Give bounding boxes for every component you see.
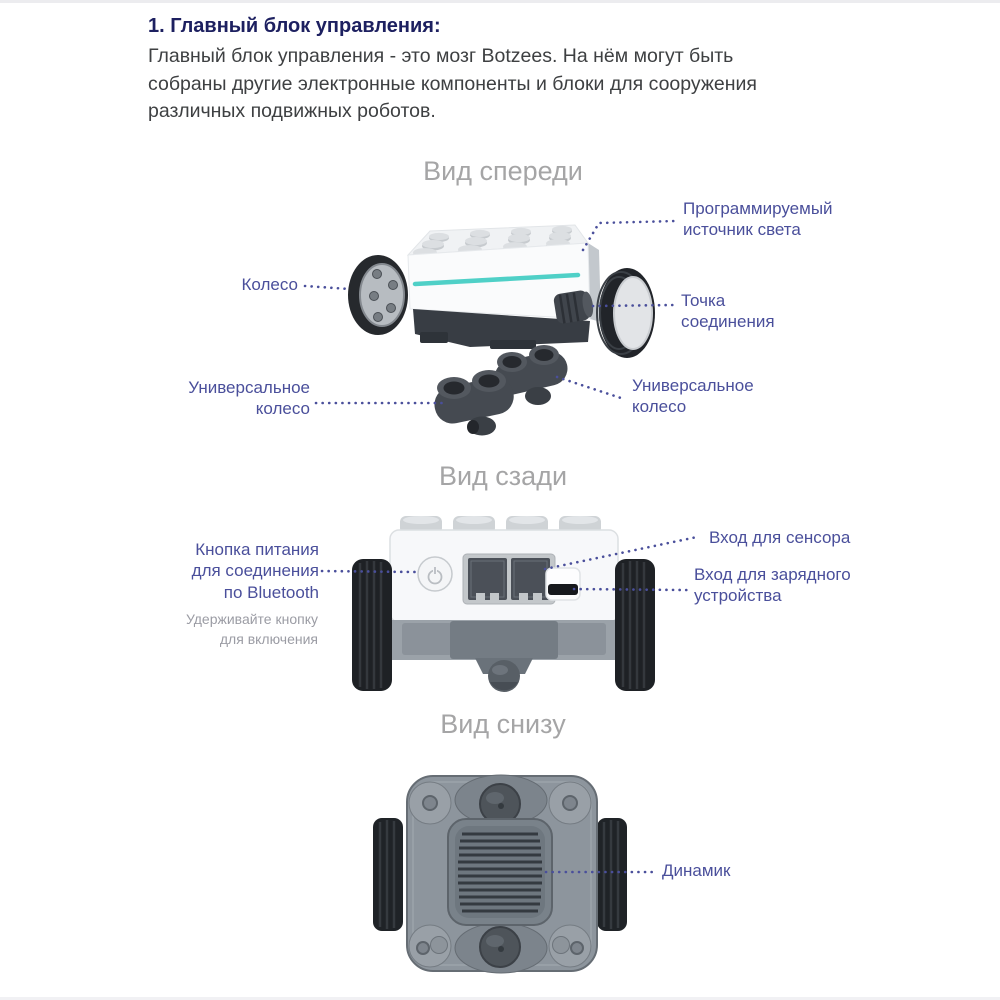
label-line: Удерживайте кнопку [185,611,318,627]
label-universal-wheel-right [632,375,782,418]
bottom-view-heading: Вид снизу [440,709,566,739]
front-view-heading: Вид спереди [423,156,583,186]
label-line: соединения [681,312,775,332]
right-wheel [615,559,655,691]
label-line: Программируемый [683,199,833,218]
label-charger-input [694,564,879,607]
label-line: источник света [683,220,801,240]
label-line: колесо [632,397,687,417]
back-view-heading: Вид сзади [438,461,568,491]
back-view-illustration [340,508,665,698]
bottom-view-illustration [370,758,630,993]
label-light-source [683,198,863,241]
label-line: по Bluetooth [223,582,319,602]
right-wheel [597,818,627,931]
label-line: Точка [681,291,726,310]
left-wheel [348,255,408,335]
label-sensor-input: Вход для сенсора [709,528,851,547]
intro-paragraph [148,43,757,126]
label-universal-wheel-left [160,377,310,420]
left-wheel [373,818,403,931]
right-wheel [597,268,655,358]
intro-line: собраны другие электронные компоненты и блоки для сооружения [148,72,757,95]
label-line: устройства [694,586,782,606]
front-view-illustration [340,218,670,436]
label-wheel: Колесо [241,275,298,294]
label-line: Вход для зарядного [694,565,851,584]
speaker-grille [448,819,552,925]
label-power-button-hint [156,609,318,650]
universal-wheel-lower [431,370,517,436]
doc-title: 1. Главный блок управления: [148,15,441,37]
label-speaker: Динамик [662,861,731,880]
charging-port [546,568,580,600]
left-wheel [352,559,392,691]
label-line: Кнопка питания [195,540,319,559]
power-button [418,557,452,591]
label-line: колесо [255,399,310,419]
label-line: для соединения [191,561,319,581]
label-line: для включения [219,631,318,648]
front-caster [455,775,547,825]
intro-line: различных подвижных роботов. [148,100,436,122]
sensor-ports [463,554,555,604]
label-power-button [163,539,319,603]
caster-ball [488,660,520,692]
intro-line: Главный блок управления - это мозг Botzees. На нём могут быть [148,45,734,67]
label-line: Универсальное [632,376,754,395]
rear-caster [455,923,547,973]
label-line: Универсальное [188,378,310,397]
label-connection-point [681,290,811,333]
